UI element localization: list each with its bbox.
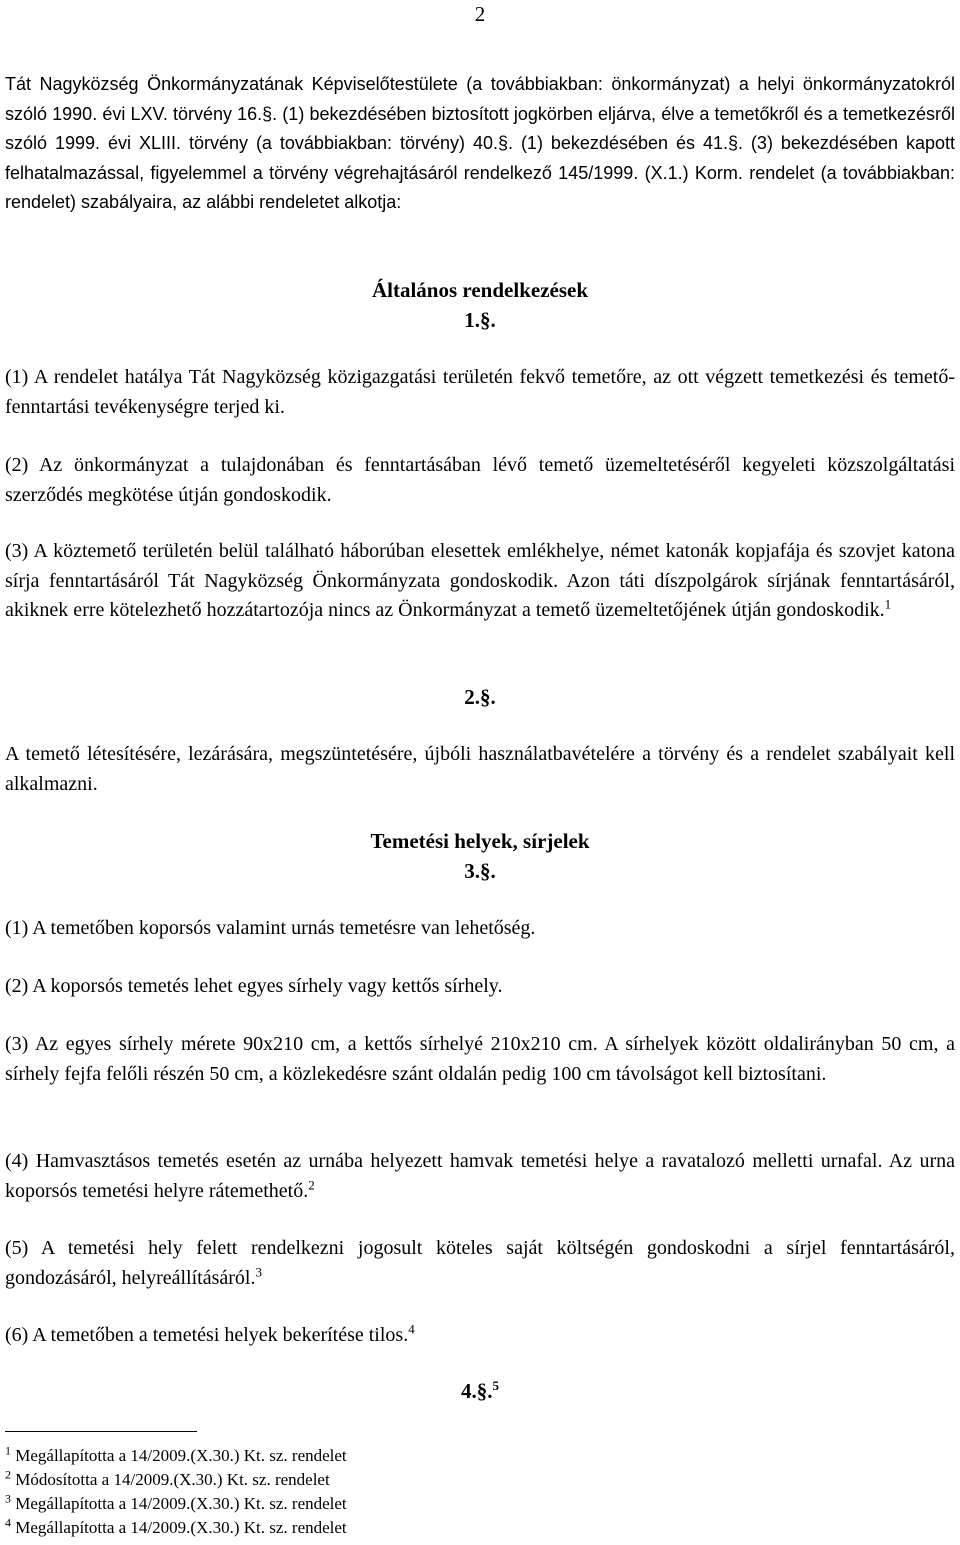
section-number-4-text: 4.§. xyxy=(461,1379,493,1403)
page-number: 2 xyxy=(474,2,486,26)
section1-paragraph-2: (2) Az önkormányzat a tulajdonában és fenntartásában lévő temető üzemeltetéséről kegyeleti közszolgáltatási szerződés megkötése útján gondoskodik. xyxy=(5,454,955,506)
footnote-item xyxy=(5,1468,347,1492)
section-title-burial-places: Temetési helyek, sírjelek xyxy=(370,829,590,853)
preamble-paragraph: Tát Nagyközség Önkormányzatának Képviselőtestülete (a továbbiakban: önkormányzat) a helyi önkormányzatokról szóló 1990. évi LXV. törvény 16.§. (1) bekezdésében biztosított jogkörben eljárva, élve a temetőkről és a temetkezésről szóló 1999. évi XLIII. törvény (a továbbiakban: törvény) 40.§. (1) bekezdésében és 41.§. (3) bekezdésében kapott felhatalmazással, figyelemmel a törvény végrehajtásáról rendelkező 145/1999. (X.1.) Korm. rendelet (a továbbiakban: rendelet) szabályaira, az alábbi rendeletet alkotja: xyxy=(5,74,955,212)
footnote-text: Megállapította a 14/2009.(X.30.) Kt. sz. rendelet xyxy=(15,1494,347,1513)
footnote-ref-4: 4 xyxy=(408,1321,415,1337)
footnote-text: Megállapította a 14/2009.(X.30.) Kt. sz. rendelet xyxy=(15,1518,347,1537)
section3-paragraph-6-text: (6) A temetőben a temetési helyek bekerítése tilos. xyxy=(5,1324,409,1346)
footnote-item xyxy=(5,1516,347,1540)
section1-paragraph-3-text: (3) A köztemető területén belül található háborúban elesettek emlékhelye, német katonák kopjafája és szovjet katona sírja fenntartásáról Tát Nagyközség Önkormányzata gondoskodik. Azon táti díszpolgárok sírjának fenntartásáról, akiknek erre kötelezhető hozzátartozója nincs az Önkormányzat a temető üzemeltetőjének útján gondoskodik. xyxy=(5,540,955,621)
footnote-text: Módosította a 14/2009.(X.30.) Kt. sz. rendelet xyxy=(15,1470,330,1489)
section3-paragraph-5-text: (5) A temetési hely felett rendelkezni jogosult köteles saját költségén gondoskodni a sírjel fenntartásáról, gondozásáról, helyreállításáról. xyxy=(5,1237,955,1289)
section3-paragraph-4-text: (4) Hamvasztásos temetés esetén az urnába helyezett hamvak temetési helye a ravatalozó melletti urnafal. Az urna koporsós temetési helyre rátemethető. xyxy=(5,1150,955,1202)
section3-paragraph-3: (3) Az egyes sírhely mérete 90x210 cm, a kettős sírhelyé 210x210 cm. A sírhelyek között oldalirányban 50 cm, a sírhely fejfa felőli részén 50 cm, a közlekedésre szánt oldalán pedig 100 cm távolságot kell biztosítani. xyxy=(5,1033,955,1085)
footnote-ref-5: 5 xyxy=(492,1378,499,1393)
section-number-1: 1.§. xyxy=(464,308,496,332)
section-number-3: 3.§. xyxy=(464,859,496,883)
section1-paragraph-1: (1) A rendelet hatálya Tát Nagyközség közigazgatási területén fekvő temetőre, az ott végzett temetkezési és temető-fenntartási tevékenységre terjed ki. xyxy=(5,366,955,418)
footnote-separator xyxy=(5,1431,197,1432)
section3-paragraph-4 xyxy=(5,1147,955,1206)
section3-paragraph-1: (1) A temetőben koporsós valamint urnás temetésre van lehetőség. xyxy=(5,917,536,939)
footnote-number: 3 xyxy=(5,1491,11,1506)
footnote-text: Megállapította a 14/2009.(X.30.) Kt. sz. rendelet xyxy=(15,1446,347,1465)
section-number-4 xyxy=(0,1379,960,1404)
footnote-ref-1: 1 xyxy=(884,596,892,612)
section2-paragraph-1: A temető létesítésére, lezárására, megszüntetésére, újbóli használatbavételére a törvény és a rendelet szabályait kell alkalmazni. xyxy=(5,743,955,795)
footnote-list xyxy=(5,1444,347,1540)
footnote-ref-3: 3 xyxy=(255,1263,262,1279)
footnote-ref-2: 2 xyxy=(308,1176,315,1192)
section-title-general: Általános rendelkezések xyxy=(371,278,589,302)
section-number-2: 2.§. xyxy=(464,685,496,709)
footnote-number: 1 xyxy=(5,1443,11,1458)
section3-paragraph-6 xyxy=(5,1321,955,1351)
footnote-number: 2 xyxy=(5,1467,11,1482)
section1-paragraph-3 xyxy=(5,537,955,626)
section3-paragraph-5 xyxy=(5,1234,955,1293)
footnote-number: 4 xyxy=(5,1515,11,1530)
footnote-item xyxy=(5,1492,347,1516)
section3-paragraph-2: (2) A koporsós temetés lehet egyes sírhely vagy kettős sírhely. xyxy=(5,975,503,997)
footnote-item xyxy=(5,1444,347,1468)
